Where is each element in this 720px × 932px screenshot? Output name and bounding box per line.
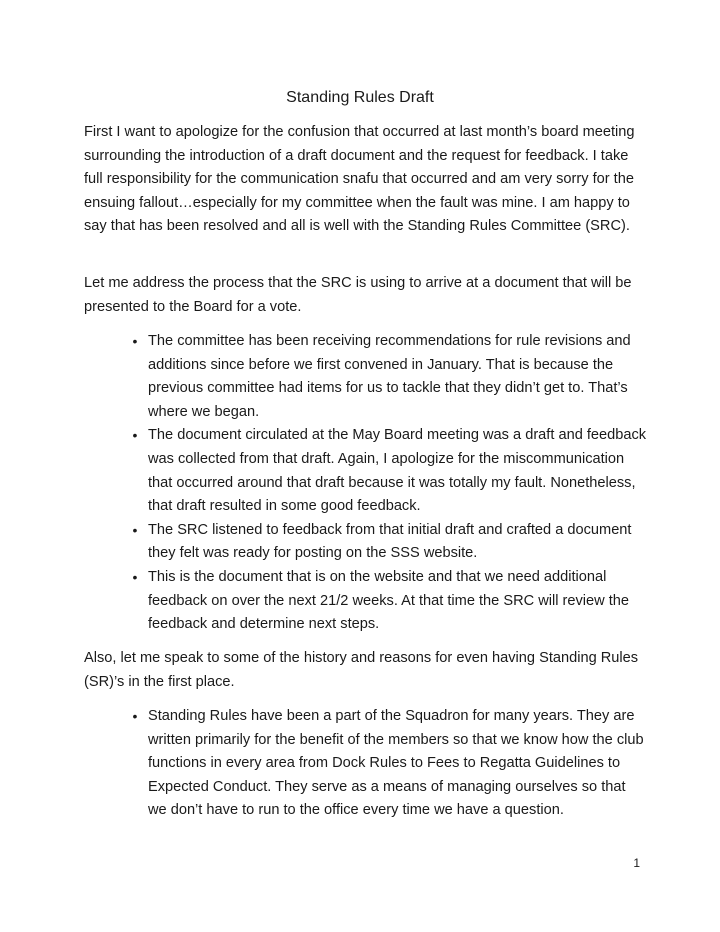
history-bullet-list [132, 705, 648, 823]
list-item [132, 566, 648, 637]
bullet-icon: • [132, 427, 138, 444]
list-item-text: The committee has been receiving recommendations for rule revisions and additions since before we first convened in January. That is because the previous committee had items for us to tackle that they didn’t get to. That’s where we began. [148, 333, 631, 420]
bullet-icon: • [132, 333, 138, 349]
list-item [132, 330, 648, 424]
intro-paragraph: First I want to apologize for the confusion that occurred at last month’s board meeting surrounding the introduction of a draft document and the request for feedback. I take full responsibility for the communication snafu that occurred and am very sorry for the ensuing fallout…especially for my committee when the fault was mine. I am happy to say that has been resolved and all is well with the Standing Rules Committee (SRC). [84, 124, 635, 235]
bullet-icon: • [132, 521, 138, 538]
list-item [132, 705, 648, 823]
process-bullet-list [132, 330, 648, 637]
list-item-text: The document circulated at the May Board meeting was a draft and feedback was collected from that draft. Again, I apologize for the miscommunication that occurred around that draft because it was totally my fault. Nonetheless, that draft resulted in some good feedback. [148, 427, 647, 515]
process-paragraph: Let me address the process that the SRC is using to arrive at a document that will be presented to the Board for a vote. [84, 275, 632, 315]
list-item-text: This is the document that is on the website and that we need additional feedback on over the next 21/2 weeks. At that time the SRC will review the feedback and determine next steps. [148, 568, 630, 633]
list-item-text: Standing Rules have been a part of the Squadron for many years. They are written primarily for the benefit of the members so that we know how the club functions in every area from Dock Rules to Fees to Regatta Guidelines to Expected Conduct. They serve as a means of managing ourselves so that we don’t have to run to the office every time we have a question. [148, 708, 644, 819]
list-item [132, 519, 648, 566]
document-title: Standing Rules Draft [286, 89, 434, 106]
list-item-text: The SRC listened to feedback from that initial draft and crafted a document they felt was ready for posting on the SSS website. [148, 521, 632, 562]
page-number: 1 [633, 856, 640, 870]
list-item [132, 424, 648, 518]
bullet-icon: • [132, 568, 138, 585]
bullet-icon: • [132, 708, 138, 724]
history-paragraph: Also, let me speak to some of the history and reasons for even having Standing Rules (SR)’s in the first place. [84, 650, 639, 690]
